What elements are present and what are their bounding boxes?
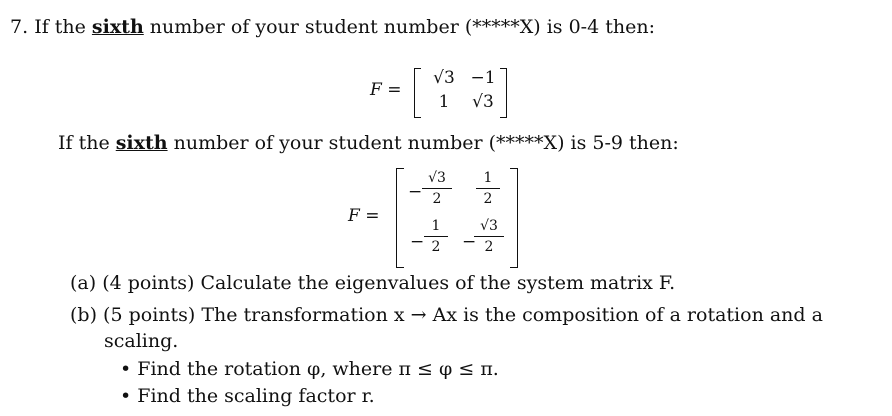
matrix2-a12 xyxy=(476,170,500,207)
question-text-a2: If the xyxy=(58,132,116,154)
matrix1-label: F = xyxy=(370,80,402,100)
question-line-1 xyxy=(10,16,655,38)
fraction-bar xyxy=(422,188,452,189)
numerator: 1 xyxy=(431,218,441,234)
matrix1-a21: 1 xyxy=(438,92,450,112)
numerator: √3 xyxy=(428,170,446,186)
bullet-item-scaling xyxy=(120,385,375,407)
numerator: 1 xyxy=(483,170,493,186)
fraction-bar xyxy=(424,236,448,237)
question-text-b: number of your student number (*****X) is 0-4 then: xyxy=(143,16,655,38)
keyword-sixth: sixth xyxy=(91,16,144,38)
question-line-2 xyxy=(58,132,679,154)
denominator: 2 xyxy=(431,239,441,255)
fraction-bar xyxy=(474,236,504,237)
part-a-label: (a) xyxy=(70,272,97,294)
denominator: 2 xyxy=(432,191,442,207)
keyword-sixth-2: sixth xyxy=(115,132,168,154)
matrix2-a22 xyxy=(474,218,504,255)
left-bracket xyxy=(396,168,404,268)
matrix-f-case1 xyxy=(370,68,520,118)
right-bracket xyxy=(500,68,507,118)
matrix2-a11 xyxy=(422,170,452,207)
part-b xyxy=(70,304,823,326)
denominator: 2 xyxy=(484,239,494,255)
denominator: 2 xyxy=(483,191,493,207)
matrix1-a11: √3 xyxy=(433,68,455,88)
matrix1-a12: −1 xyxy=(470,68,496,88)
part-b-label: (b) xyxy=(70,304,97,326)
matrix2-a11-sign: − xyxy=(408,182,423,202)
bullet-item-rotation xyxy=(120,358,499,380)
matrix2-label: F = xyxy=(348,206,380,226)
numerator: √3 xyxy=(480,218,498,234)
question-number: 7. xyxy=(10,16,29,38)
fraction-bar xyxy=(476,188,500,189)
part-a xyxy=(70,272,675,294)
bullet-text-scaling: Find the scaling factor r. xyxy=(137,385,375,407)
part-a-text: (4 points) Calculate the eigenvalues of the system matrix F. xyxy=(102,272,676,294)
part-b-continued xyxy=(104,330,178,352)
question-text-a: If the xyxy=(34,16,92,38)
right-bracket xyxy=(510,168,518,268)
matrix1-a22: √3 xyxy=(472,92,494,112)
bullet-icon: • xyxy=(120,358,132,380)
matrix2-a22-sign: − xyxy=(462,232,477,252)
bullet-text-rotation: Find the rotation φ, where π ≤ φ ≤ π. xyxy=(137,358,499,380)
bullet-icon: • xyxy=(120,385,132,407)
matrix-f-case2 xyxy=(348,168,528,268)
left-bracket xyxy=(414,68,421,118)
part-b-text-1: (5 points) The transformation x → Ax is the composition of a rotation and a xyxy=(103,304,823,326)
matrix2-a21-sign: − xyxy=(410,232,425,252)
question-text-b2: number of your student number (*****X) is 5-9 then: xyxy=(167,132,679,154)
matrix2-a21 xyxy=(424,218,448,255)
part-b-text-2: scaling. xyxy=(104,330,179,352)
